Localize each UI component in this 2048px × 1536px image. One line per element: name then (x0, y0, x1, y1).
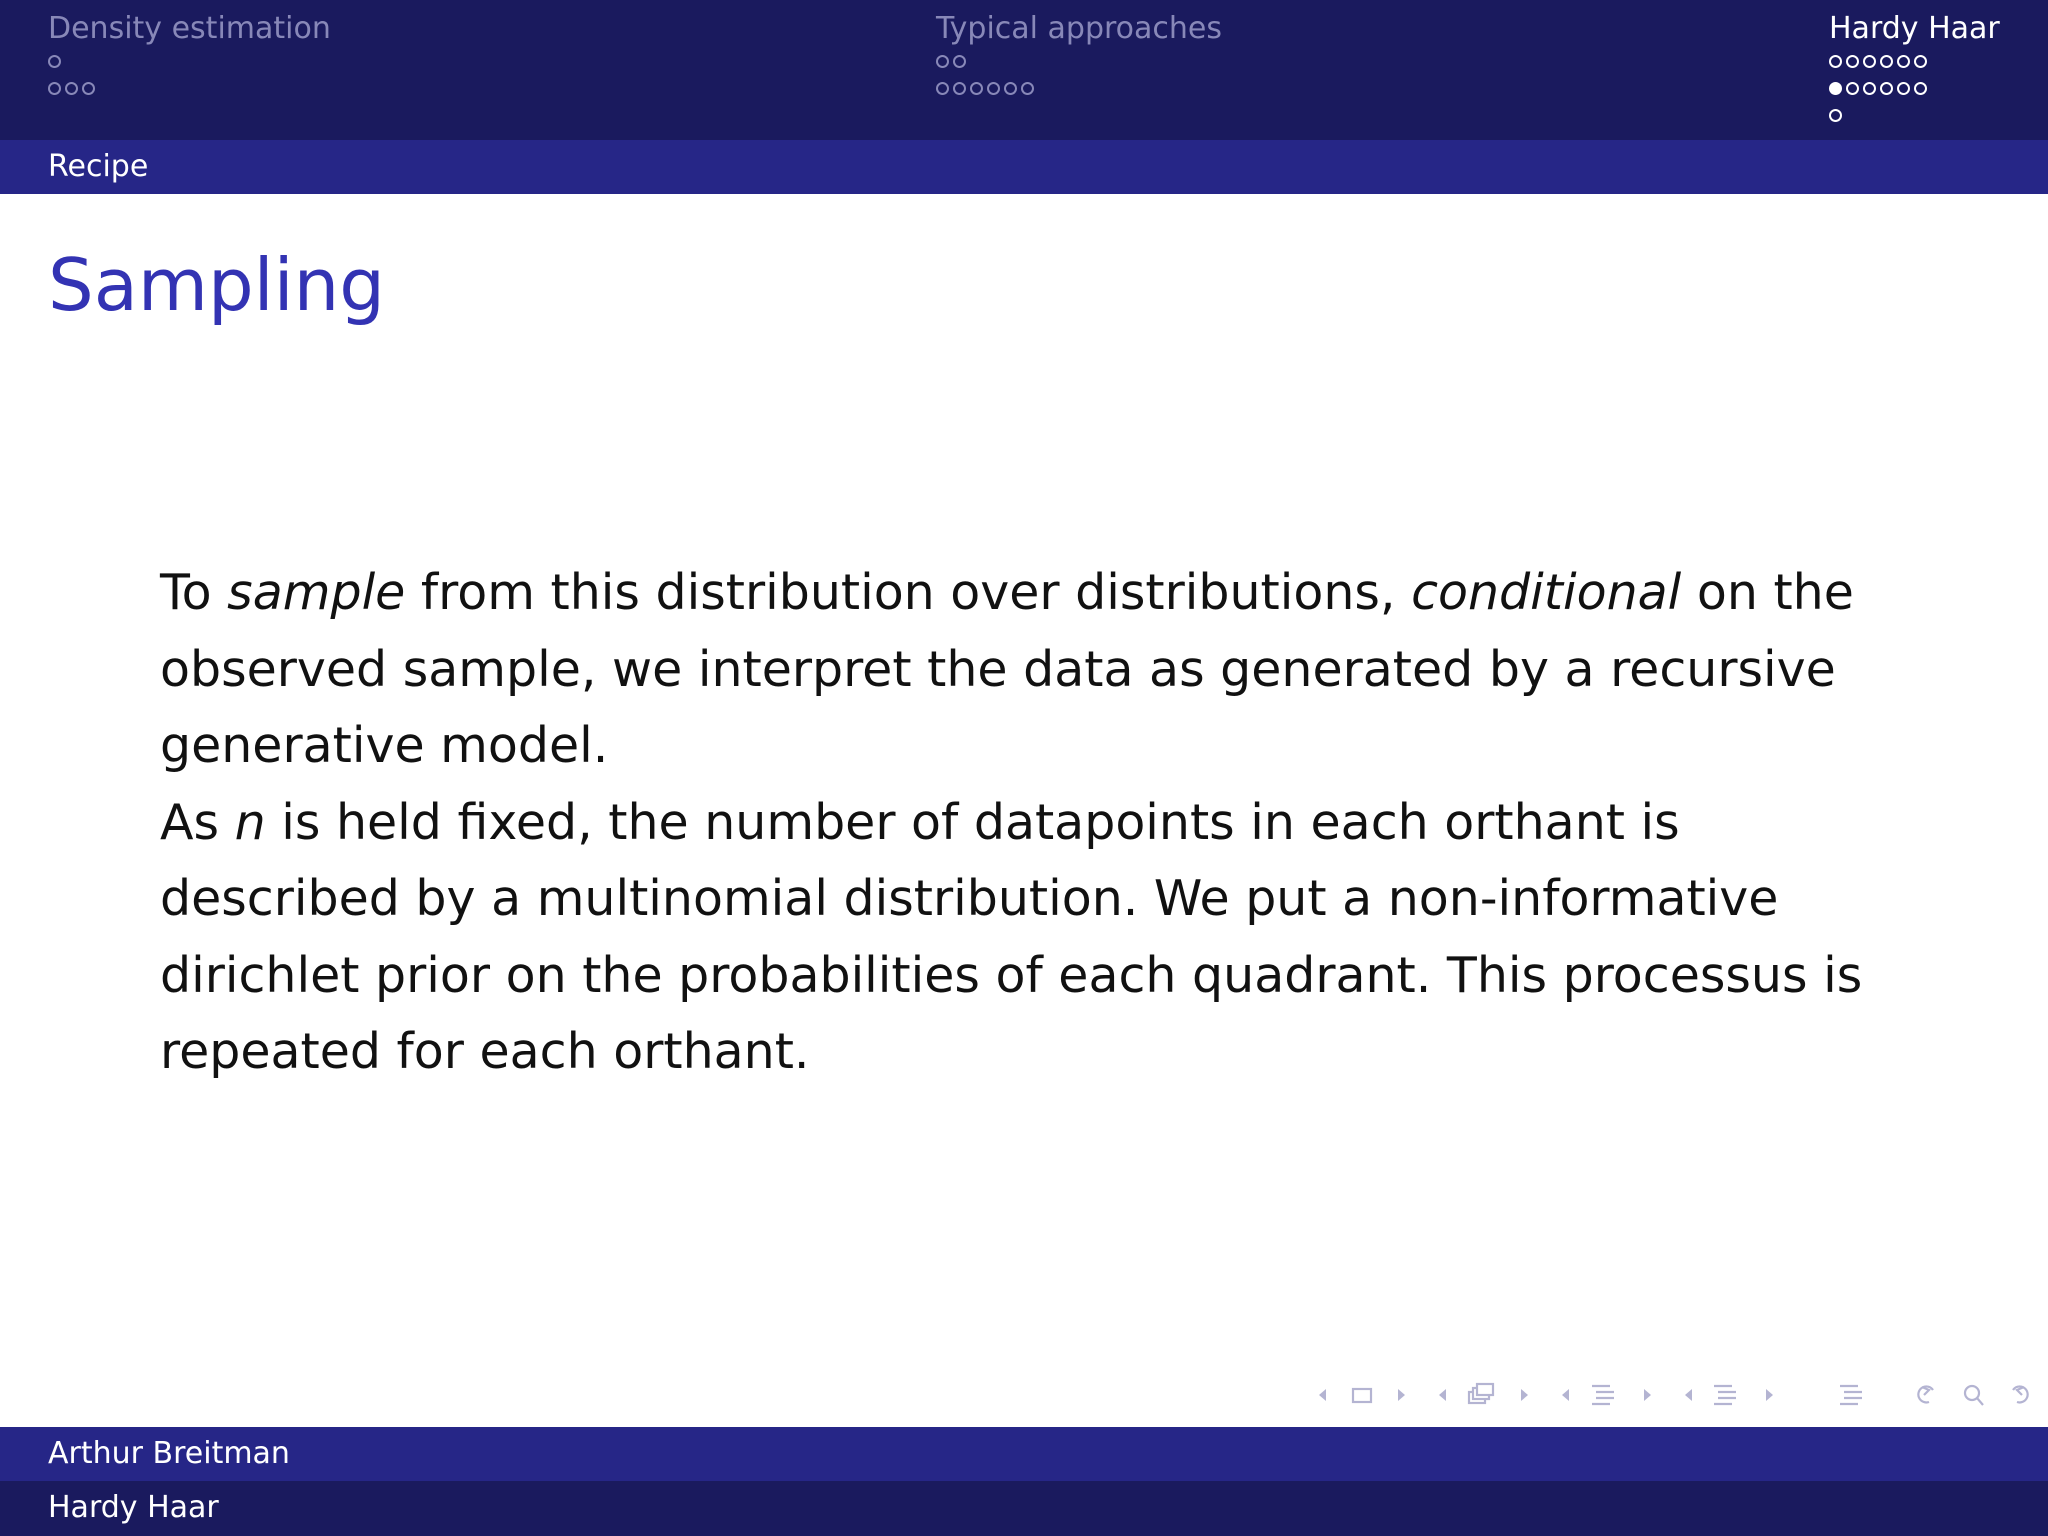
frame-dot[interactable] (1880, 82, 1893, 95)
frame-dot[interactable] (936, 55, 949, 68)
footer-title: Hardy Haar (48, 1490, 219, 1525)
frame-dot[interactable] (1829, 55, 1842, 68)
previous-frame-icon[interactable] (1319, 1389, 1326, 1401)
frame-dot[interactable] (1846, 82, 1859, 95)
next-subsection-icon[interactable] (1644, 1389, 1651, 1401)
slides-icon[interactable] (1469, 1384, 1493, 1403)
frame-dot[interactable] (953, 55, 966, 68)
nav-section-density-estimation[interactable] (48, 10, 331, 102)
emphasis-conditional: conditional (1411, 564, 1682, 621)
beamer-navigation-symbols (1310, 1378, 2040, 1412)
text-run: on the observed sample, we interpret the data as generated by a recursive generative model. (160, 564, 1854, 774)
frame-dot[interactable] (48, 82, 61, 95)
subsection-dots (936, 75, 1222, 102)
document-icon[interactable] (1840, 1386, 1862, 1404)
current-frame-dot[interactable] (1829, 82, 1842, 95)
frame-dot[interactable] (1846, 55, 1859, 68)
frame-dot[interactable] (970, 82, 983, 95)
search-icon[interactable] (1965, 1386, 1983, 1405)
text-run: As (160, 793, 235, 851)
emphasis-sample: sample (227, 564, 406, 621)
frame-title: Sampling (48, 243, 386, 327)
subsection-dots (1829, 102, 2000, 129)
subsection-dots (48, 48, 331, 75)
back-icon[interactable] (1918, 1386, 1933, 1402)
frame-dot[interactable] (1021, 82, 1034, 95)
subsection-icon[interactable] (1592, 1386, 1614, 1404)
frame-dot[interactable] (65, 82, 78, 95)
footer-author: Arthur Breitman (48, 1436, 290, 1471)
frame-dot[interactable] (1863, 82, 1876, 95)
frame-dot[interactable] (82, 82, 95, 95)
next-section-icon[interactable] (1766, 1389, 1773, 1401)
frame-dot[interactable] (1897, 55, 1910, 68)
subsection-dots (48, 75, 331, 102)
subsection-dots (936, 48, 1222, 75)
text-run: from this distribution over distributions, (405, 564, 1412, 621)
frame-icon[interactable] (1353, 1389, 1371, 1402)
subsection-label: Recipe (48, 149, 149, 184)
previous-slide-icon[interactable] (1439, 1389, 1446, 1401)
emphasis-n: n (234, 793, 266, 851)
frame-dot[interactable] (1829, 109, 1842, 122)
frame-dot[interactable] (987, 82, 1000, 95)
nav-section-title[interactable]: Density estimation (48, 11, 331, 46)
nav-section-title[interactable]: Typical approaches (936, 11, 1223, 46)
forward-icon[interactable] (2013, 1386, 2028, 1402)
nav-section-typical-approaches[interactable] (936, 10, 1222, 102)
previous-section-icon[interactable] (1685, 1389, 1692, 1401)
frame-dot[interactable] (1897, 82, 1910, 95)
next-slide-icon[interactable] (1521, 1389, 1528, 1401)
frame-dot[interactable] (1863, 55, 1876, 68)
frame-dot[interactable] (936, 82, 949, 95)
paragraph-sampling (160, 555, 1920, 785)
frame-dot[interactable] (1914, 55, 1927, 68)
nav-section-title[interactable]: Hardy Haar (1829, 11, 2000, 46)
section-icon[interactable] (1714, 1386, 1736, 1404)
frame-dot[interactable] (1880, 55, 1893, 68)
text-run: is held fixed, the number of datapoints in each orthant is described by a multinomial distribution. We put a non-informative dirichlet prior on the probabilities of each quadrant. This processus is repeated for each orthant. (160, 793, 1863, 1080)
paragraph-multinomial (160, 785, 1920, 1091)
frame-dot[interactable] (1914, 82, 1927, 95)
frame-body (160, 555, 1920, 1091)
subsection-dots (1829, 75, 2000, 102)
frame-dot[interactable] (953, 82, 966, 95)
nav-section-hardy-haar[interactable] (1829, 10, 2000, 129)
text-run: To (160, 564, 228, 621)
previous-subsection-icon[interactable] (1562, 1389, 1569, 1401)
footer-author-bar (0, 1427, 2048, 1481)
footer-title-bar (0, 1481, 2048, 1536)
frame-dot[interactable] (1004, 82, 1017, 95)
subsection-bar (0, 140, 2048, 194)
next-frame-icon[interactable] (1398, 1389, 1405, 1401)
section-navigation-bar (0, 0, 2048, 140)
frame-dot[interactable] (48, 55, 61, 68)
subsection-dots (1829, 48, 2000, 75)
